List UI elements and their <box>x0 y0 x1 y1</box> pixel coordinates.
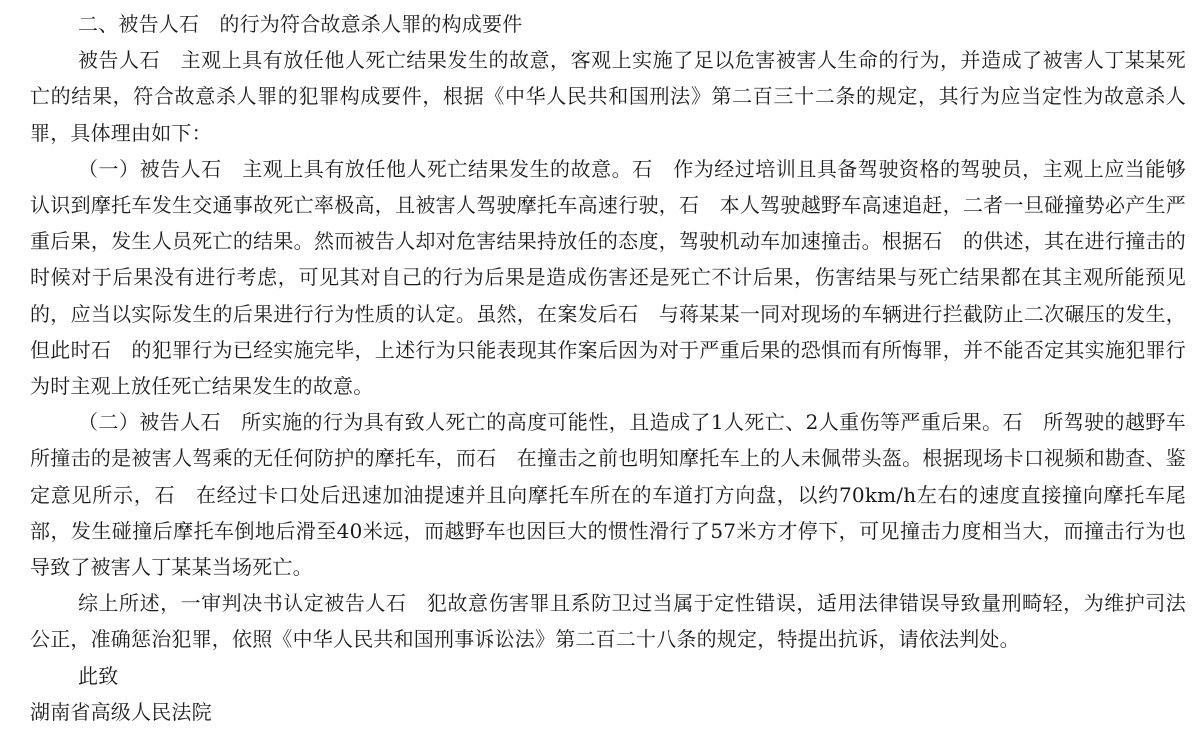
closing-salutation: 此致 <box>78 663 119 688</box>
addressee-court: 湖南省高级人民法院 <box>30 699 212 724</box>
section-heading: 二、被告人石 的行为符合故意杀人罪的构成要件 <box>78 12 523 36</box>
paragraph-subjective-intent: （一）被告人石 主观上具有放任他人死亡结果发生的故意。石 作为经过培训且具备驾驶资格的驾驶员，主观上应当能够认识到摩托车发生交通事故死亡率极高，且被害人驾驶摩托车高速行驶，石 本人驾驶越野车高速追赶，二者一旦碰撞势必产生严重后果，发生人员死亡的结果。然而被告人却对危害结果持放任的态度，驾驶机动车加速撞击。根据石 的供述，其在进行撞击的时候对于后果没有进行考虑，可见其对自己的行为后果是造成伤害还是死亡不计后果，伤害结果与死亡结果都在其主观所能预见的，应当以实际发生的后果进行行为性质的认定。虽然，在案发后石 与蒋某某一同对现场的车辆进行拦截防止二次碾压的发生，但此时石 的犯罪行为已经实施完毕，上述行为只能表现其作案后因为对于严重后果的恐惧而有所悔罪，并不能否定其实施犯罪行为时主观上放任死亡结果发生的故意。 <box>30 156 1186 399</box>
paragraph-conclusion: 综上所述，一审判决书认定被告人石 犯故意伤害罪且系防卫过当属于定性错误，适用法律错误导致量刑畸轻，为维护司法公正，准确惩治犯罪，依照《中华人民共和国刑事诉讼法》第二百二十八条的规定，特提出抗诉，请依法判处。 <box>30 591 1186 652</box>
paragraph-intro: 被告人石 主观上具有放任他人死亡结果发生的故意，客观上实施了足以危害被害人生命的行为，并造成了被害人丁某某死亡的结果，符合故意杀人罪的犯罪构成要件，根据《中华人民共和国刑法》第二百三十二条的规定，其行为应当定性为故意杀人罪，具体理由如下： <box>30 48 1186 145</box>
paragraph-objective-act: （二）被告人石 所实施的行为具有致人死亡的高度可能性，且造成了1人死亡、2人重伤等严重后果。石 所驾驶的越野车所撞击的是被害人驾乘的无任何防护的摩托车，而石 在撞击之前也明知摩托车上的人未佩带头盔。根据现场卡口视频和勘查、鉴定意见所示，石 在经过卡口处后迅速加油提速并且向摩托车所在的车道打方向盘，以约70km/h左右的速度直接撞向摩托车尾部，发生碰撞后摩托车倒地后滑至40米远，而越野车也因巨大的惯性滑行了57米方才停下，可见撞击力度相当大，而撞击行为也导致了被害人丁某某当场死亡。 <box>30 410 1186 580</box>
